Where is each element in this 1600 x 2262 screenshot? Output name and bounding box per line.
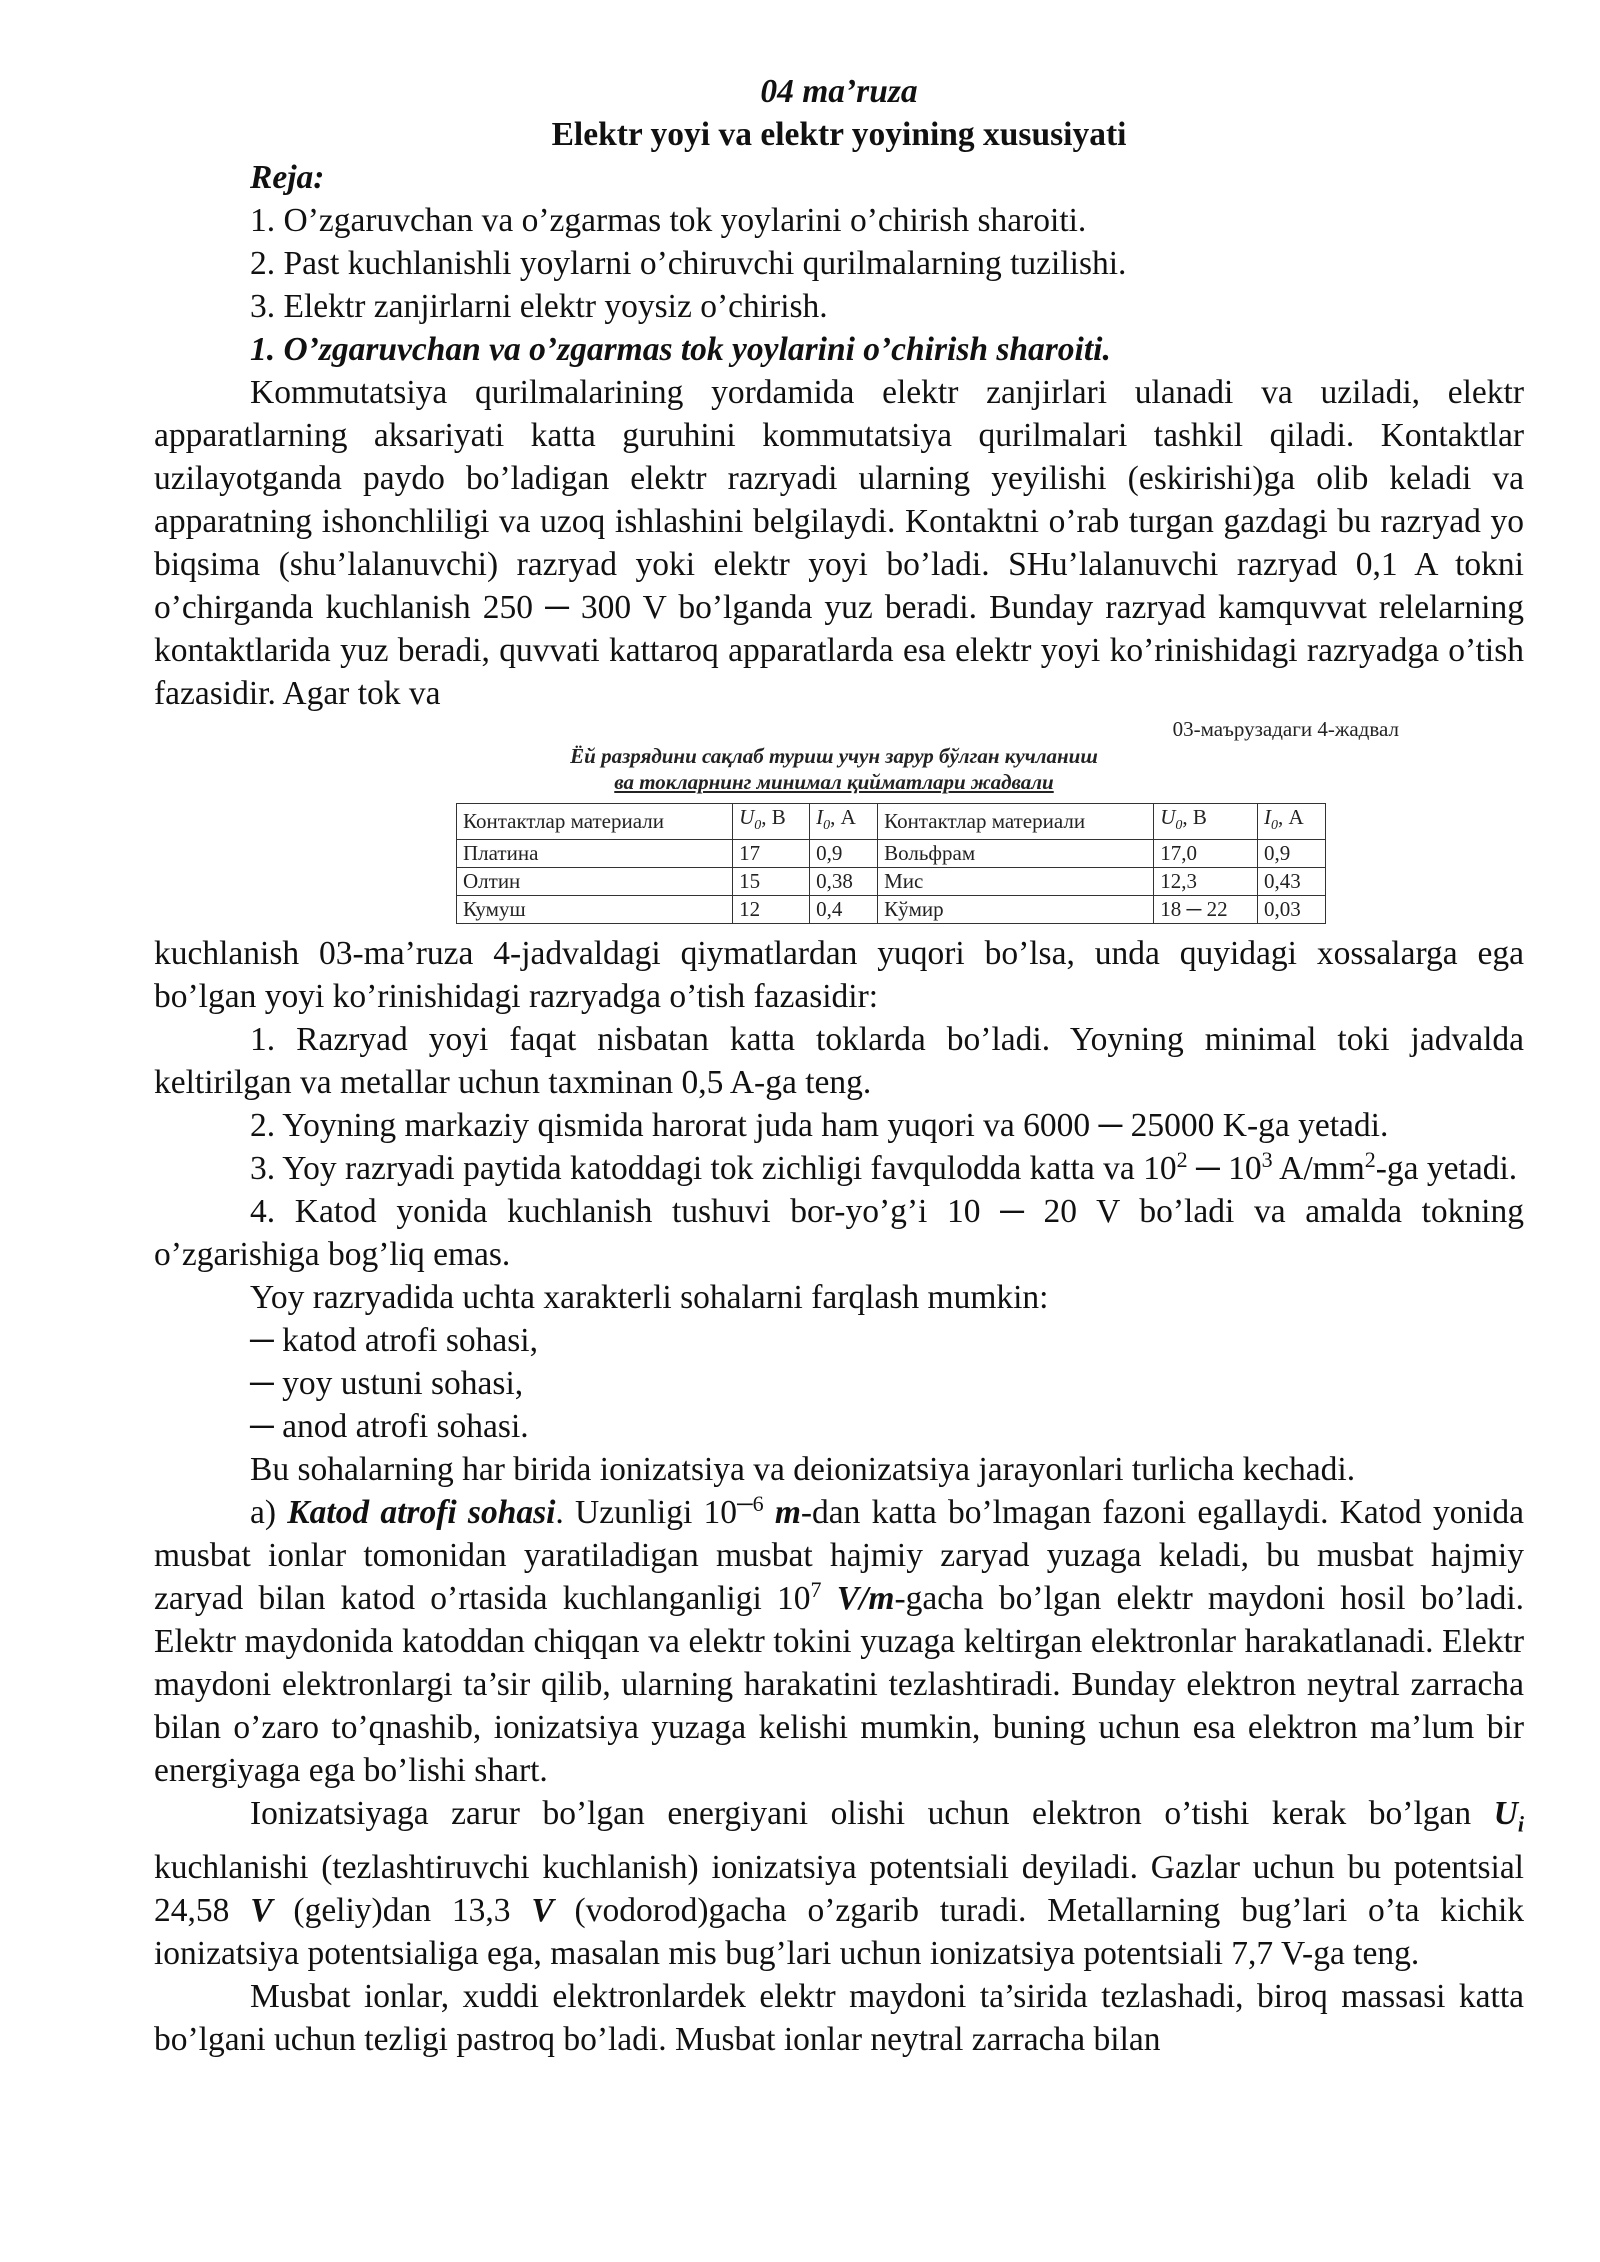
- page-title: Elektr yoyi va elektr yoyining xususiyati: [551, 116, 1127, 153]
- table-cell: 0,43: [1257, 868, 1325, 896]
- table-cell: 17: [733, 840, 810, 868]
- region-item-3: ─ anod atrofi sohasi.: [250, 1408, 529, 1445]
- table-caption: [454, 743, 1214, 795]
- regions-summary: Bu sohalarning har birida ionizatsiya va deionizatsiya jarayonlari turlicha kechadi.: [250, 1451, 1356, 1488]
- table-cell: Олтин: [457, 868, 733, 896]
- section-paragraph-1: Kommutatsiya qurilmalarining yordamida elektr zanjirlari ulanadi va uziladi, elektr apparatlarning aksariyati katta guruhini kommutatsiya qurilmalari tashkil qiladi. Kontaktlar uzilayotganda paydo bo’ladigan elektr razryadi ularning yeyilishi (eskirishi)ga olib keladi va apparatning ishonchliligi va uzoq ishlashini belgilaydi. Kontaktni o’rab turgan gazdagi bu razryad yo biqsima (shu’lalanuvchi) razryad yoki elektr yoyi bo’ladi. SHu’lalanuvchi razryad 0,1 A tokni o’chirganda kuchlanish 250 ─ 300 V bo’lganda yuz beradi. Bunday razryad kamquvvat relelarning kontaktlarida yuz beradi, quvvati kattaroq apparatlarda esa elektr yoyi ko’rinishidagi razryadga o’tish fazasidir. Agar tok va: [154, 374, 1524, 712]
- table-cell: 0,9: [1257, 840, 1325, 868]
- lecture-number: 04 ma’ruza: [760, 73, 918, 110]
- col-header-current-2: $I_0$, А: [1257, 804, 1325, 840]
- reference-table-figure: [154, 717, 1524, 922]
- plan-label: Reja:: [250, 159, 325, 196]
- table-cell: 12,3: [1154, 868, 1258, 896]
- table-cell: 12: [733, 896, 810, 924]
- table-cell: 18 ─ 22: [1154, 896, 1258, 924]
- table-number: 03-маърузадаги 4-жадвал: [1172, 717, 1399, 741]
- table-cell: Вольфрам: [878, 840, 1154, 868]
- col-header-current: $I_0$, А: [810, 804, 878, 840]
- property-2: 2. Yoyning markaziy qismida harorat juda ham yuqori va 6000 ─ 25000 K-ga yetadi.: [250, 1107, 1389, 1144]
- regions-intro: Yoy razryadida uchta xarakterli sohalarni farqlash mumkin:: [250, 1279, 1049, 1316]
- property-4: 4. Katod yonida kuchlanish tushuvi bor-yo’g’i 10 ─ 20 V bo’ladi va amalda tokning o’zgarishiga bog’liq emas.: [154, 1193, 1524, 1273]
- table-cell: Мис: [878, 868, 1154, 896]
- ionization-paragraph: Ionizatsiyaga zarur bo’lgan energiyani olishi uchun elektron o’tishi kerak bo’lgan $U_i$ kuchlanishi (tezlashtiruvchi kuchlanish) ionizatsiya potentsiali deyiladi. Gazlar uchun bu potentsial 24,58 V (geliy)dan 13,3 V (vodorod)gacha o’zgarib turadi. Metallarning bug’lari o’ta kichik ionizatsiya potentsialiga ega, masalan mis bug’lari uchun ionizatsiya potentsiali 7,7 V-ga teng.: [154, 1795, 1525, 1972]
- cathode-term: Katod atrofi sohasi: [287, 1494, 556, 1531]
- plan-item-3: 3. Elektr zanjirlarni elektr yoysiz o’chirish.: [250, 288, 828, 325]
- table-cell: Кумуш: [457, 896, 733, 924]
- ions-paragraph: Musbat ionlar, xuddi elektronlardek elektr maydoni ta’sirida tezlashadi, biroq massasi katta bo’lgani uchun tezligi pastroq bo’ladi. Musbat ionlar neytral zarracha bilan: [154, 1977, 1524, 2058]
- region-item-2: ─ yoy ustuni sohasi,: [250, 1365, 524, 1402]
- table-caption-line-1: Ёй разрядини сақлаб туриш учун зарур бўлган кучланиш: [570, 744, 1098, 768]
- table-cell: 0,4: [810, 896, 878, 924]
- table-cell: Платина: [457, 840, 733, 868]
- table-cell: 0,03: [1257, 896, 1325, 924]
- document-page: [154, 70, 1524, 2240]
- table-header-row: [457, 804, 1326, 840]
- table-cell: 15: [733, 868, 810, 896]
- section-heading: 1. O’zgaruvchan va o’zgarmas tok yoylarini o’chirish sharoiti.: [250, 331, 1111, 368]
- plan-item-2: 2. Past kuchlanishli yoylarni o’chiruvchi qurilmalarning tuzilishi.: [250, 245, 1127, 282]
- col-header-voltage-2: $U_0$, В: [1154, 804, 1258, 840]
- table-row: [457, 868, 1326, 896]
- table-caption-line-2: ва токларнинг минимал қийматлари жадвали: [614, 770, 1054, 794]
- table-cell: 0,38: [810, 868, 878, 896]
- plan-item-1: 1. O’zgaruvchan va o’zgarmas tok yoylarini o’chirish sharoiti.: [250, 202, 1087, 239]
- col-header-voltage: $U_0$, В: [733, 804, 810, 840]
- section-paragraph-2: kuchlanish 03-ma’ruza 4-jadvaldagi qiymatlardan yuqori bo’lsa, unda quyidagi xossalarga ega bo’lgan yoyi ko’rinishidagi razryadga o’tish fazasidir:: [154, 935, 1524, 1015]
- col-header-material-2: Контактлар материали: [878, 804, 1154, 840]
- property-3: 3. Yoy razryadi paytida katoddagi tok zichligi favqulodda katta va $10^2$ ─ $10^3$ $A/mm^2-ga$ yetadi.: [250, 1146, 1518, 1187]
- table-cell: 17,0: [1154, 840, 1258, 868]
- property-1: 1. Razryad yoyi faqat nisbatan katta toklarda bo’ladi. Yoyning minimal toki jadvalda keltirilgan va metallar uchun taxminan 0,5 A-ga teng.: [154, 1021, 1524, 1101]
- table-cell: Кўмир: [878, 896, 1154, 924]
- table-cell: 0,9: [810, 840, 878, 868]
- table-row: [457, 896, 1326, 924]
- region-item-1: ─ katod atrofi sohasi,: [250, 1322, 538, 1359]
- arc-data-table: [456, 803, 1326, 924]
- cathode-paragraph: a) Katod atrofi sohasi. Uzunligi $10^{─6}$ m-dan katta bo’lmagan fazoni egallaydi. Katod yonida musbat ionlar tomonidan yaratiladigan musbat hajmiy zaryad yuzaga keladi, bu musbat hajmiy zaryad bilan katod o’rtasida kuchlanganligi $10^7$ V/m-gacha bo’lgan elektr maydoni hosil bo’ladi. Elektr maydonida katoddan chiqqan va elektr tokini yuzaga keltirgan elektronlar harakatlanadi. Elektr maydoni elektronlargi ta’sir qilib, ularning harakatini tezlashtiradi. Bunday elektron neytral zarracha bilan o’zaro to’qnashib, ionizatsiya yuzaga kelishi mumkin, buning uchun esa elektron ma’lum bir energiyaga ega bo’lishi shart.: [154, 1490, 1524, 1789]
- col-header-material: Контактлар материали: [457, 804, 733, 840]
- table-row: [457, 840, 1326, 868]
